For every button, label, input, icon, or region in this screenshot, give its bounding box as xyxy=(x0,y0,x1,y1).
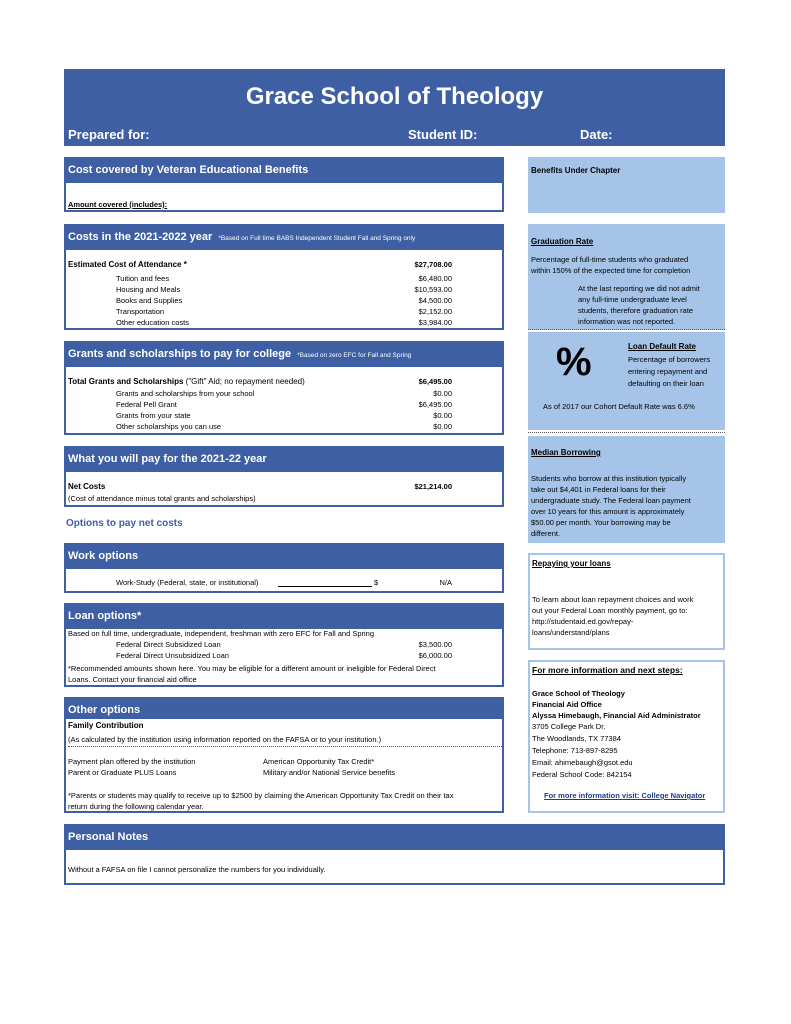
median-borrowing-box xyxy=(528,436,725,543)
net-costs-note: (Cost of attendance minus total grants and scholarships) xyxy=(68,494,256,503)
graduation-message: students, therefore graduation rate xyxy=(578,306,694,315)
net-costs-label: Net Costs xyxy=(68,482,106,491)
veteran-title: Cost covered by Veteran Educational Benefits xyxy=(68,164,309,176)
graduation-message: any full-time undergraduate level xyxy=(578,295,687,304)
net-costs-value: $21,214.00 xyxy=(414,482,452,491)
city-line: The Woodlands, TX 77384 xyxy=(532,734,621,743)
repaying-line: To learn about loan repayment choices and work xyxy=(532,595,694,604)
grants-total-value: $6,495.00 xyxy=(418,377,452,386)
costs-section-header xyxy=(64,224,504,250)
loan-default-desc: entering repayment and xyxy=(628,367,708,376)
date-label: Date: xyxy=(580,127,613,142)
graduation-message: information was not reported. xyxy=(578,317,676,326)
more-info-title: For more information and next steps: xyxy=(532,665,683,675)
cost-item-value: $4,500.00 xyxy=(418,296,452,305)
median-line: different. xyxy=(531,529,561,538)
more-info-bold-line: Alyssa Himebaugh, Financial Aid Administrator xyxy=(532,711,701,720)
other-title: Other options xyxy=(68,704,141,716)
loan-section-body xyxy=(64,629,504,687)
loan-default-desc: defaulting on their loan xyxy=(628,379,704,388)
payment-plan-option: Payment plan offered by the institution xyxy=(68,757,196,766)
grant-item-value: $0.00 xyxy=(433,422,452,431)
grant-item-label: Federal Pell Grant xyxy=(116,400,177,409)
repaying-url[interactable]: http://studentaid.ed.gov/repay- xyxy=(532,617,634,626)
benefits-chapter-title: Benefits Under Chapter xyxy=(531,166,621,175)
cost-item-value: $3,984.00 xyxy=(418,318,452,327)
median-line: take out $4,401 in Federal loans for their xyxy=(531,485,666,494)
median-line: $50.00 per month. Your borrowing may be xyxy=(531,518,671,527)
cost-item-label: Housing and Meals xyxy=(116,285,181,294)
loan-item-value: $6,000.00 xyxy=(418,651,452,660)
grant-item-label: Grants and scholarships from your school xyxy=(116,389,255,398)
family-contribution-note: (As calculated by the institution using information reported on the FAFSA or to your institution.) xyxy=(68,735,382,744)
family-contribution-label: Family Contribution xyxy=(68,721,144,730)
more-info-box xyxy=(528,660,725,813)
options-heading: Options to pay net costs xyxy=(66,518,183,529)
median-line: undergraduate study. The Federal loan payment xyxy=(531,496,691,505)
grant-item-value: $6,495.00 xyxy=(418,400,452,409)
divider xyxy=(528,329,725,330)
repaying-title: Repaying your loans xyxy=(532,559,611,568)
loan-default-box xyxy=(528,332,725,430)
loan-item-value: $3,500.00 xyxy=(418,640,452,649)
median-line: Students who borrow at this institution typically xyxy=(531,474,687,483)
loan-section-header xyxy=(64,603,504,629)
cost-total-value: $27,708.00 xyxy=(414,260,452,269)
military-option: Military and/or National Service benefits xyxy=(263,768,396,777)
amount-covered-label: Amount covered (includes): xyxy=(68,200,168,209)
grant-item-label: Other scholarships you can use xyxy=(116,422,222,431)
graduation-desc: Percentage of full-time students who graduated xyxy=(531,255,689,264)
address-line: 3705 College Park Dr. xyxy=(532,722,606,731)
school-name: Grace School of Theology xyxy=(245,83,544,110)
work-section-header xyxy=(64,543,504,569)
cost-item-label: Transportation xyxy=(116,307,165,316)
costs-section-body xyxy=(64,250,504,330)
notes-section-header xyxy=(64,824,725,850)
veteran-section-header xyxy=(64,157,504,183)
loan-note: *Recommended amounts shown here. You may be eligible for a different amount or ineligible for Federal Direct xyxy=(68,664,436,673)
grants-section-body xyxy=(64,367,504,435)
title-banner xyxy=(64,69,725,146)
median-line: over 10 years for this amount is approximately xyxy=(531,507,685,516)
loan-item-label: Federal Direct Unsubsidized Loan xyxy=(116,651,229,660)
cost-item-value: $10,593.00 xyxy=(414,285,452,294)
pay-section-body xyxy=(64,472,504,507)
costs-note: *Based on Full time BABS Independent Student Fall and Spring only xyxy=(218,235,416,242)
college-navigator-link[interactable]: For more information visit: College Navigator xyxy=(544,791,706,800)
school-code-line: Federal School Code: 842154 xyxy=(532,770,632,779)
more-info-bold-line: Grace School of Theology xyxy=(532,689,625,698)
grant-item-value: $0.00 xyxy=(433,411,452,420)
cost-item-label: Other education costs xyxy=(116,318,189,327)
student-id-label: Student ID: xyxy=(408,127,478,142)
repaying-line: out your Federal Loan monthly payment, go to: xyxy=(532,606,688,615)
veteran-section-body xyxy=(64,183,504,212)
loan-default-title: Loan Default Rate xyxy=(628,342,697,351)
grants-title: Grants and scholarships to pay for college xyxy=(68,348,292,360)
work-study-dollar: $ xyxy=(374,578,379,587)
prepared-for-label: Prepared for: xyxy=(68,127,150,142)
graduation-message: At the last reporting we did not admit xyxy=(578,284,700,293)
notes-section-body xyxy=(64,850,725,885)
divider xyxy=(528,432,725,433)
graduation-rate-box xyxy=(528,224,725,330)
grants-total-note: ("Gift" Aid; no repayment needed) xyxy=(185,377,305,386)
divider xyxy=(68,746,502,747)
work-section-body xyxy=(64,569,504,593)
cost-item-value: $6,480.00 xyxy=(418,274,452,283)
repaying-box xyxy=(528,553,725,650)
work-study-label: Work-Study (Federal, state, or institutional) xyxy=(116,578,259,587)
loan-default-desc: Percentage of borrowers xyxy=(628,355,711,364)
more-info-bold-line: Financial Aid Office xyxy=(532,700,602,709)
pay-section-header xyxy=(64,446,504,472)
work-title: Work options xyxy=(68,550,139,562)
tax-credit-option: American Opportunity Tax Credit* xyxy=(263,757,375,766)
repaying-url[interactable]: loans/understand/plans xyxy=(532,628,610,637)
costs-title: Costs in the 2021-2022 year xyxy=(68,231,213,243)
grant-item-label: Grants from your state xyxy=(116,411,191,420)
tax-credit-footnote: return during the following calendar year. xyxy=(68,802,204,811)
notes-title: Personal Notes xyxy=(68,831,149,843)
cost-item-value: $2,152.00 xyxy=(418,307,452,316)
loan-basis: Based on full time, undergraduate, independent, freshman with zero EFC for Fall and Spring xyxy=(68,629,375,638)
loan-title: Loan options* xyxy=(68,610,142,622)
loan-item-label: Federal Direct Subsidized Loan xyxy=(116,640,221,649)
cost-item-label: Books and Supplies xyxy=(116,296,183,305)
personal-notes-text: Without a FAFSA on file I cannot personalize the numbers for you individually. xyxy=(68,865,326,874)
percent-symbol: % xyxy=(556,340,592,384)
cost-item-label: Tuition and fees xyxy=(116,274,170,283)
work-study-underline xyxy=(278,586,372,587)
grants-total-label: Total Grants and Scholarships xyxy=(68,377,184,386)
grants-total-label-line xyxy=(68,377,305,386)
cohort-default-rate: As of 2017 our Cohort Default Rate was 6.6% xyxy=(543,402,695,411)
plus-loan-option: Parent or Graduate PLUS Loans xyxy=(68,768,177,777)
grant-item-value: $0.00 xyxy=(433,389,452,398)
grants-note: *Based on zero EFC for Fall and Spring xyxy=(297,352,412,359)
grants-section-header xyxy=(64,341,504,367)
loan-note: Loans. Contact your financial aid office xyxy=(68,675,197,684)
work-study-value: N/A xyxy=(439,578,452,587)
telephone-line: Telephone: 713-897-8295 xyxy=(532,746,618,755)
median-borrowing-title: Median Borrowing xyxy=(531,448,601,457)
email-line: Email: ahimebaugh@gsot.edu xyxy=(532,758,633,767)
benefits-chapter-box xyxy=(528,157,725,213)
other-section-body xyxy=(64,719,504,813)
graduation-rate-title: Graduation Rate xyxy=(531,237,594,246)
tax-credit-footnote: *Parents or students may qualify to receive up to $2500 by claiming the American Opportunity Tax Credit on their tax xyxy=(68,791,454,800)
cost-total-label: Estimated Cost of Attendance * xyxy=(68,260,187,269)
pay-title: What you will pay for the 2021-22 year xyxy=(68,453,267,465)
graduation-desc: within 150% of the expected time for completion xyxy=(531,266,691,275)
